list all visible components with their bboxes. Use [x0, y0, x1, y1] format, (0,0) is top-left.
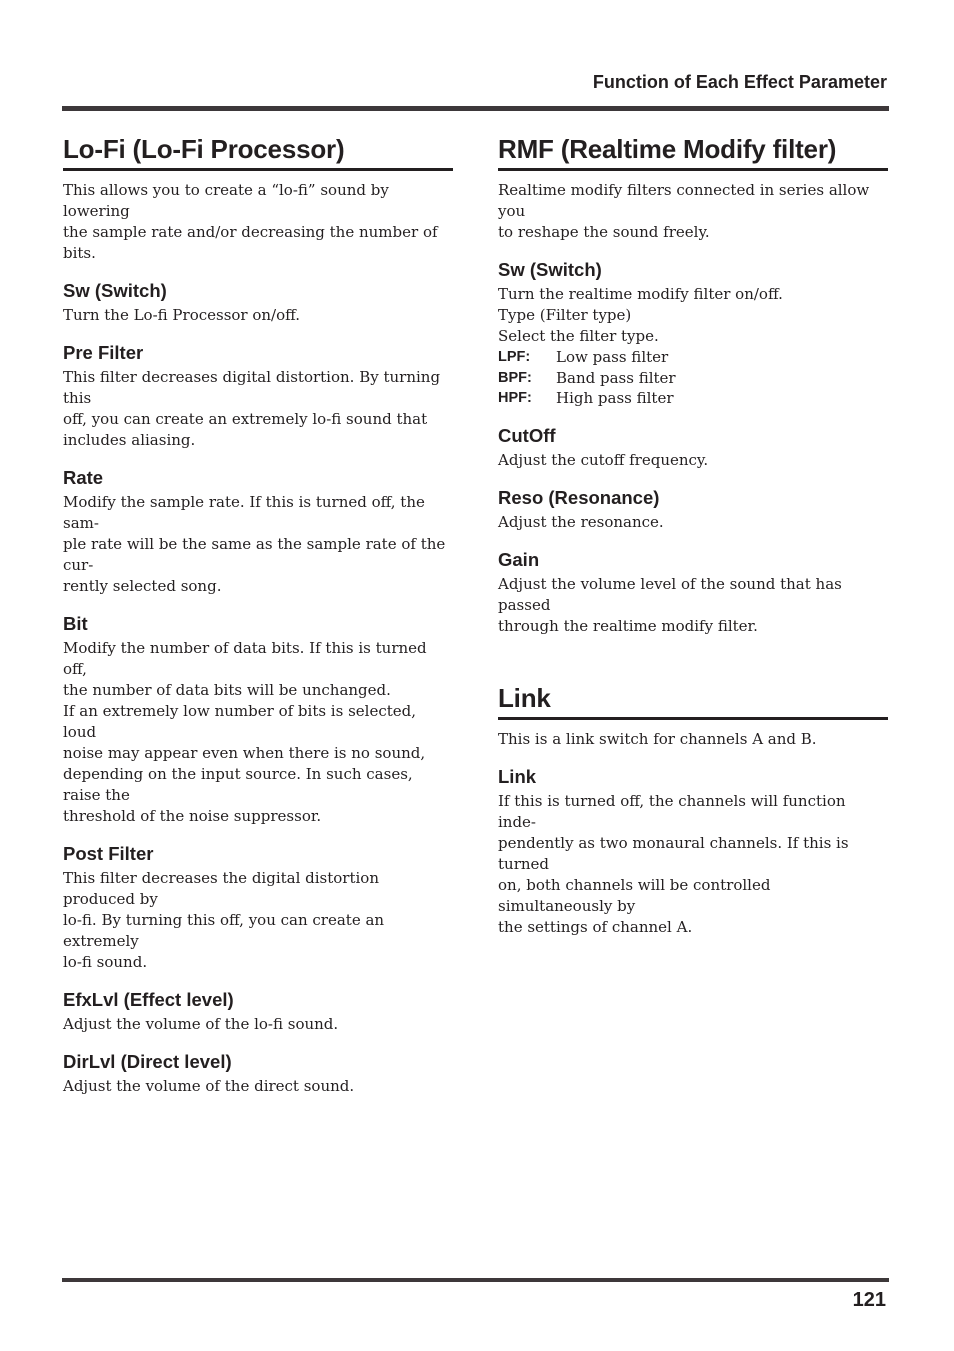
lofi-intro: This allows you to create a “lo-fi” sound by lowering the sample rate and/or decreasing the number of bits. — [63, 181, 438, 262]
param-heading: Link — [498, 766, 537, 788]
filter-type-value: Low pass filter — [556, 348, 669, 366]
filter-type-key: HPF: — [498, 390, 532, 407]
param-desc: This filter decreases the digital distortion produced by lo-fi. By turning this off, you can create an extremely lo-fi sound. — [63, 869, 385, 971]
section-title-rmf: RMF (Realtime Modify filter) — [498, 132, 888, 171]
param-desc: Adjust the resonance. — [498, 513, 664, 532]
param-desc: Adjust the volume of the lo-fi sound. — [63, 1015, 339, 1033]
param-heading: Reso (Resonance) — [498, 487, 660, 509]
filter-type-row — [498, 388, 888, 409]
filter-type-value: Band pass filter — [556, 368, 676, 387]
section-spacer — [498, 637, 888, 681]
bottom-rule — [62, 1278, 889, 1282]
section-title-link: Link — [498, 681, 888, 720]
param-heading: Sw (Switch) — [498, 259, 602, 280]
param-desc: Adjust the volume level of the sound that has passed through the realtime modify filter. — [498, 575, 842, 636]
param-heading: Post Filter — [63, 843, 154, 864]
right-column — [498, 132, 888, 938]
param-desc: If this is turned off, the channels will function inde- pendently as two monaural channels. If this is turned on, both channels will be controlled simultaneously by the settings of channel A. — [498, 792, 849, 937]
param-heading: Rate — [63, 467, 104, 488]
filter-type-key: BPF: — [498, 369, 532, 386]
param-heading: Pre Filter — [63, 342, 144, 363]
param-desc: Adjust the cutoff frequency. — [498, 451, 709, 470]
param-heading: DirLvl (Direct level) — [63, 1051, 232, 1072]
param-desc: Adjust the volume of the direct sound. — [63, 1077, 355, 1095]
top-rule — [62, 106, 889, 111]
param-desc: This filter decreases digital distortion. By turning this off, you can create an extremely lo-fi sound that includes aliasing. — [63, 368, 441, 449]
page-number: 121 — [852, 1289, 886, 1311]
param-desc: Turn the realtime modify filter on/off. Type (Filter type) Select the filter type. — [498, 285, 783, 345]
running-head: Function of Each Effect Parameter — [592, 72, 887, 92]
filter-type-key: LPF: — [498, 349, 531, 365]
param-desc: Modify the number of data bits. If this is turned off, the number of data bits will be unchanged. If an extremely low number of bits is selected, loud noise may appear even when there is no sound, depending on the input source. In such cases, raise the threshold of the noise suppressor. — [63, 639, 427, 825]
param-desc: Turn the Lo-fi Processor on/off. — [63, 306, 301, 324]
param-heading: CutOff — [498, 425, 556, 447]
filter-type-list — [498, 347, 888, 409]
filter-type-row — [498, 347, 888, 368]
param-heading: Sw (Switch) — [63, 280, 167, 301]
rmf-intro: Realtime modify filters connected in series allow you to reshape the sound freely. — [498, 181, 870, 241]
param-heading: Gain — [498, 549, 540, 571]
filter-type-row — [498, 368, 888, 389]
filter-type-value: High pass filter — [556, 389, 674, 408]
param-heading: EfxLvl (Effect level) — [63, 989, 234, 1010]
param-desc: Modify the sample rate. If this is turned off, the sam- ple rate will be the same as the sample rate of the cur- rently selected song. — [63, 493, 446, 595]
param-heading: Bit — [63, 613, 88, 634]
left-column — [63, 132, 453, 1097]
section-title-lofi: Lo-Fi (Lo-Fi Processor) — [63, 132, 453, 171]
link-intro: This is a link switch for channels A and B. — [498, 730, 817, 749]
